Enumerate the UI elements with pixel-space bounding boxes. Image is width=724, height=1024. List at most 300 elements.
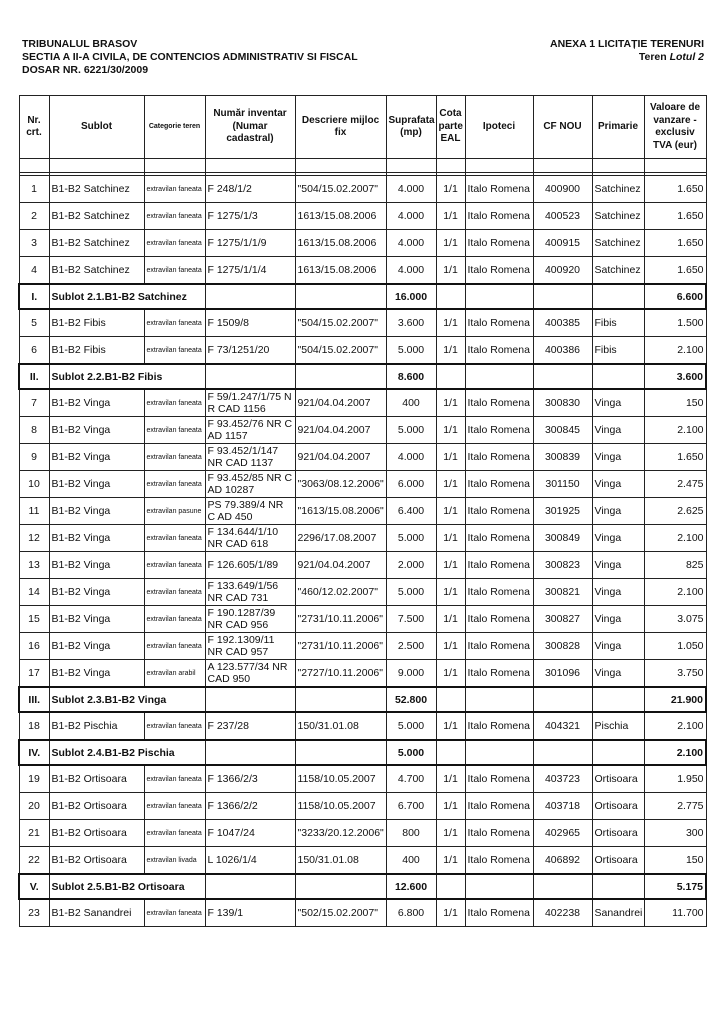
inventory-cell: F 1275/1/1/9 xyxy=(205,230,295,257)
table-row xyxy=(19,176,706,203)
subtotal-number: III. xyxy=(19,687,49,712)
subtotal-empty xyxy=(205,284,295,309)
share-cell: 1/1 xyxy=(436,660,465,688)
mortgage-cell: Italo Romena xyxy=(465,337,533,365)
value-cell: 1.650 xyxy=(644,176,706,203)
table-row xyxy=(19,498,706,525)
subtotal-empty xyxy=(295,284,386,309)
row-number: 9 xyxy=(19,444,49,471)
inventory-cell: F 93.452/76 NR C AD 1157 xyxy=(205,417,295,444)
description-cell: 1613/15.08.2006 xyxy=(295,203,386,230)
row-number: 1 xyxy=(19,176,49,203)
table-row xyxy=(19,793,706,820)
area-cell: 6.000 xyxy=(386,471,436,498)
table-row xyxy=(19,230,706,257)
area-cell: 5.000 xyxy=(386,712,436,740)
subtotal-value: 5.175 xyxy=(644,874,706,899)
mortgage-cell: Italo Romena xyxy=(465,847,533,875)
sublot-cell: B1-B2 Vinga xyxy=(49,552,144,579)
subtotal-number: II. xyxy=(19,364,49,389)
lot-prefix: Teren xyxy=(638,51,670,63)
subtotal-number: I. xyxy=(19,284,49,309)
category-cell: extravilan pasune xyxy=(144,498,205,525)
cf-cell: 406892 xyxy=(533,847,592,875)
area-cell: 5.000 xyxy=(386,525,436,552)
col-header-cf: CF NOU xyxy=(533,96,592,159)
town-hall-cell: Ortisoara xyxy=(592,847,644,875)
subtotal-row xyxy=(19,284,706,309)
category-cell: extravilan faneata xyxy=(144,793,205,820)
sublot-cell: B1-B2 Satchinez xyxy=(49,176,144,203)
mortgage-cell: Italo Romena xyxy=(465,471,533,498)
area-cell: 6.800 xyxy=(386,899,436,927)
subtotal-row xyxy=(19,687,706,712)
row-number: 23 xyxy=(19,899,49,927)
town-hall-cell: Vinga xyxy=(592,606,644,633)
share-cell: 1/1 xyxy=(436,230,465,257)
subtotal-area: 12.600 xyxy=(386,874,436,899)
inventory-cell: F 1275/1/1/4 xyxy=(205,257,295,285)
col-header-area: Suprafata (mp) xyxy=(386,96,436,159)
subtotal-empty xyxy=(533,364,592,389)
description-cell: "2731/10.11.2006" xyxy=(295,633,386,660)
lot-label xyxy=(550,51,704,64)
inventory-cell: F 59/1.247/1/75 N R CAD 1156 xyxy=(205,389,295,417)
share-cell: 1/1 xyxy=(436,899,465,927)
table-row xyxy=(19,660,706,688)
share-cell: 1/1 xyxy=(436,389,465,417)
mortgage-cell: Italo Romena xyxy=(465,230,533,257)
sublot-cell: B1-B2 Satchinez xyxy=(49,203,144,230)
subtotal-empty xyxy=(436,364,465,389)
description-cell: "504/15.02.2007" xyxy=(295,309,386,337)
inventory-cell: F 139/1 xyxy=(205,899,295,927)
category-cell: extravilan faneata xyxy=(144,337,205,365)
inventory-cell: F 1366/2/3 xyxy=(205,765,295,793)
town-hall-cell: Vinga xyxy=(592,444,644,471)
inventory-cell: F 1366/2/2 xyxy=(205,793,295,820)
table-row xyxy=(19,309,706,337)
sublot-cell: B1-B2 Vinga xyxy=(49,471,144,498)
mortgage-cell: Italo Romena xyxy=(465,579,533,606)
area-cell: 4.000 xyxy=(386,176,436,203)
row-number: 13 xyxy=(19,552,49,579)
cf-cell: 400900 xyxy=(533,176,592,203)
inventory-cell: F 1509/8 xyxy=(205,309,295,337)
sublot-cell: B1-B2 Ortisoara xyxy=(49,765,144,793)
description-cell: 921/04.04.2007 xyxy=(295,417,386,444)
subtotal-value: 6.600 xyxy=(644,284,706,309)
subtotal-empty xyxy=(295,874,386,899)
subtotal-row xyxy=(19,740,706,765)
area-cell: 2.500 xyxy=(386,633,436,660)
area-cell: 4.000 xyxy=(386,230,436,257)
description-cell: 1158/10.05.2007 xyxy=(295,793,386,820)
court-name: TRIBUNALUL BRASOV xyxy=(22,38,138,50)
subtotal-empty xyxy=(465,284,533,309)
area-cell: 400 xyxy=(386,389,436,417)
row-number: 12 xyxy=(19,525,49,552)
subtotal-empty xyxy=(436,874,465,899)
value-cell: 2.100 xyxy=(644,712,706,740)
subtotal-label: Sublot 2.3.B1-B2 Vinga xyxy=(49,687,205,712)
row-number: 6 xyxy=(19,337,49,365)
area-cell: 5.000 xyxy=(386,579,436,606)
subtotal-area: 52.800 xyxy=(386,687,436,712)
sublot-cell: B1-B2 Vinga xyxy=(49,633,144,660)
description-cell: 1613/15.08.2006 xyxy=(295,230,386,257)
mortgage-cell: Italo Romena xyxy=(465,552,533,579)
value-cell: 1.500 xyxy=(644,309,706,337)
share-cell: 1/1 xyxy=(436,847,465,875)
town-hall-cell: Vinga xyxy=(592,579,644,606)
cf-cell: 403718 xyxy=(533,793,592,820)
row-number: 22 xyxy=(19,847,49,875)
subtotal-area: 16.000 xyxy=(386,284,436,309)
document-header-right xyxy=(550,38,704,64)
mortgage-cell: Italo Romena xyxy=(465,176,533,203)
cf-cell: 400915 xyxy=(533,230,592,257)
category-cell: extravilan faneata xyxy=(144,579,205,606)
category-cell: extravilan livada xyxy=(144,847,205,875)
town-hall-cell: Ortisoara xyxy=(592,820,644,847)
sublot-cell: B1-B2 Fibis xyxy=(49,309,144,337)
category-cell: extravilan faneata xyxy=(144,389,205,417)
share-cell: 1/1 xyxy=(436,203,465,230)
cf-cell: 400523 xyxy=(533,203,592,230)
sublot-cell: B1-B2 Vinga xyxy=(49,498,144,525)
table-row xyxy=(19,633,706,660)
subtotal-value: 2.100 xyxy=(644,740,706,765)
value-cell: 11.700 xyxy=(644,899,706,927)
description-cell: 1158/10.05.2007 xyxy=(295,765,386,793)
subtotal-empty xyxy=(295,364,386,389)
subtotal-empty xyxy=(465,740,533,765)
value-cell: 3.750 xyxy=(644,660,706,688)
description-cell: 150/31.01.08 xyxy=(295,847,386,875)
table-row xyxy=(19,257,706,285)
row-number: 14 xyxy=(19,579,49,606)
col-header-sublot: Sublot xyxy=(49,96,144,159)
mortgage-cell: Italo Romena xyxy=(465,203,533,230)
category-cell: extravilan faneata xyxy=(144,712,205,740)
share-cell: 1/1 xyxy=(436,257,465,285)
inventory-cell: F 192.1309/11 NR CAD 957 xyxy=(205,633,295,660)
description-cell: 2296/17.08.2007 xyxy=(295,525,386,552)
share-cell: 1/1 xyxy=(436,471,465,498)
subtotal-empty xyxy=(465,364,533,389)
mortgage-cell: Italo Romena xyxy=(465,525,533,552)
town-hall-cell: Satchinez xyxy=(592,257,644,285)
town-hall-cell: Sanandrei xyxy=(592,899,644,927)
mortgage-cell: Italo Romena xyxy=(465,309,533,337)
sublot-cell: B1-B2 Satchinez xyxy=(49,230,144,257)
town-hall-cell: Vinga xyxy=(592,633,644,660)
value-cell: 1.650 xyxy=(644,257,706,285)
subtotal-label: Sublot 2.2.B1-B2 Fibis xyxy=(49,364,205,389)
row-number: 15 xyxy=(19,606,49,633)
lot-name: Lotul 2 xyxy=(669,51,704,63)
town-hall-cell: Vinga xyxy=(592,525,644,552)
mortgage-cell: Italo Romena xyxy=(465,712,533,740)
inventory-cell: A 123.577/34 NR CAD 950 xyxy=(205,660,295,688)
mortgage-cell: Italo Romena xyxy=(465,660,533,688)
subtotal-number: IV. xyxy=(19,740,49,765)
town-hall-cell: Fibis xyxy=(592,337,644,365)
description-cell: "3063/08.12.2006" xyxy=(295,471,386,498)
row-number: 10 xyxy=(19,471,49,498)
share-cell: 1/1 xyxy=(436,337,465,365)
subtotal-row xyxy=(19,874,706,899)
row-number: 18 xyxy=(19,712,49,740)
area-cell: 4.000 xyxy=(386,444,436,471)
sublot-cell: B1-B2 Vinga xyxy=(49,606,144,633)
inventory-cell: F 248/1/2 xyxy=(205,176,295,203)
area-cell: 3.600 xyxy=(386,309,436,337)
inventory-cell: F 1275/1/3 xyxy=(205,203,295,230)
town-hall-cell: Pischia xyxy=(592,712,644,740)
table-header-row xyxy=(19,96,706,159)
table-row xyxy=(19,203,706,230)
cf-cell: 300845 xyxy=(533,417,592,444)
town-hall-cell: Satchinez xyxy=(592,230,644,257)
table-row xyxy=(19,899,706,927)
share-cell: 1/1 xyxy=(436,176,465,203)
col-header-mortgages: Ipoteci xyxy=(465,96,533,159)
table-row xyxy=(19,606,706,633)
subtotal-empty xyxy=(205,874,295,899)
cf-cell: 403723 xyxy=(533,765,592,793)
cf-cell: 300821 xyxy=(533,579,592,606)
area-cell: 6.400 xyxy=(386,498,436,525)
description-cell: "1613/15.08.2006" xyxy=(295,498,386,525)
description-cell: 921/04.04.2007 xyxy=(295,552,386,579)
row-number: 20 xyxy=(19,793,49,820)
cf-cell: 300823 xyxy=(533,552,592,579)
mortgage-cell: Italo Romena xyxy=(465,633,533,660)
empty-row xyxy=(19,159,706,173)
table-row xyxy=(19,552,706,579)
table-row xyxy=(19,417,706,444)
subtotal-label: Sublot 2.4.B1-B2 Pischia xyxy=(49,740,205,765)
table-row xyxy=(19,471,706,498)
mortgage-cell: Italo Romena xyxy=(465,257,533,285)
col-header-share: Cota parte EAL xyxy=(436,96,465,159)
table-row xyxy=(19,337,706,365)
subtotal-empty xyxy=(436,687,465,712)
value-cell: 1.050 xyxy=(644,633,706,660)
value-cell: 150 xyxy=(644,389,706,417)
category-cell: extravilan faneata xyxy=(144,899,205,927)
subtotal-empty xyxy=(205,687,295,712)
row-number: 17 xyxy=(19,660,49,688)
subtotal-label: Sublot 2.5.B1-B2 Ortisoara xyxy=(49,874,205,899)
town-hall-cell: Vinga xyxy=(592,660,644,688)
cf-cell: 400385 xyxy=(533,309,592,337)
town-hall-cell: Vinga xyxy=(592,417,644,444)
inventory-cell: F 93.452/1/147 NR CAD 1137 xyxy=(205,444,295,471)
subtotal-label: Sublot 2.1.B1-B2 Satchinez xyxy=(49,284,205,309)
inventory-cell: F 133.649/1/56 NR CAD 731 xyxy=(205,579,295,606)
mortgage-cell: Italo Romena xyxy=(465,606,533,633)
value-cell: 2.100 xyxy=(644,417,706,444)
sublot-cell: B1-B2 Sanandrei xyxy=(49,899,144,927)
row-number: 11 xyxy=(19,498,49,525)
row-number: 7 xyxy=(19,389,49,417)
row-number: 3 xyxy=(19,230,49,257)
table-row xyxy=(19,765,706,793)
value-cell: 1.650 xyxy=(644,230,706,257)
col-header-value: Valoare de vanzare - exclusiv TVA (eur) xyxy=(644,96,706,159)
row-number: 5 xyxy=(19,309,49,337)
mortgage-cell: Italo Romena xyxy=(465,820,533,847)
category-cell: extravilan faneata xyxy=(144,203,205,230)
value-cell: 2.100 xyxy=(644,337,706,365)
table-row xyxy=(19,444,706,471)
description-cell: "3233/20.12.2006" xyxy=(295,820,386,847)
category-cell: extravilan faneata xyxy=(144,633,205,660)
category-cell: extravilan faneata xyxy=(144,257,205,285)
inventory-cell: F 73/1251/20 xyxy=(205,337,295,365)
town-hall-cell: Satchinez xyxy=(592,203,644,230)
description-cell: "2727/10.11.2006" xyxy=(295,660,386,688)
inventory-cell: L 1026/1/4 xyxy=(205,847,295,875)
share-cell: 1/1 xyxy=(436,417,465,444)
sublot-cell: B1-B2 Ortisoara xyxy=(49,793,144,820)
subtotal-area: 5.000 xyxy=(386,740,436,765)
category-cell: extravilan faneata xyxy=(144,309,205,337)
subtotal-empty xyxy=(592,687,644,712)
category-cell: extravilan faneata xyxy=(144,820,205,847)
subtotal-empty xyxy=(533,874,592,899)
table-row xyxy=(19,820,706,847)
town-hall-cell: Vinga xyxy=(592,471,644,498)
cf-cell: 301150 xyxy=(533,471,592,498)
subtotal-empty xyxy=(533,740,592,765)
description-cell: 1613/15.08.2006 xyxy=(295,257,386,285)
col-header-description: Descriere mijloc fix xyxy=(295,96,386,159)
subtotal-empty xyxy=(205,740,295,765)
file-number: DOSAR NR. 6221/30/2009 xyxy=(22,64,149,76)
cf-cell: 400386 xyxy=(533,337,592,365)
value-cell: 300 xyxy=(644,820,706,847)
subtotal-number: V. xyxy=(19,874,49,899)
area-cell: 5.000 xyxy=(386,337,436,365)
row-number: 8 xyxy=(19,417,49,444)
sublot-cell: B1-B2 Vinga xyxy=(49,444,144,471)
value-cell: 825 xyxy=(644,552,706,579)
subtotal-value: 3.600 xyxy=(644,364,706,389)
share-cell: 1/1 xyxy=(436,498,465,525)
value-cell: 150 xyxy=(644,847,706,875)
value-cell: 1.650 xyxy=(644,444,706,471)
description-cell: "502/15.02.2007" xyxy=(295,899,386,927)
sublot-cell: B1-B2 Vinga xyxy=(49,389,144,417)
sublot-cell: B1-B2 Vinga xyxy=(49,417,144,444)
inventory-cell: F 134.644/1/10 NR CAD 618 xyxy=(205,525,295,552)
category-cell: extravilan arabil xyxy=(144,660,205,688)
category-cell: extravilan faneata xyxy=(144,552,205,579)
col-header-category: Categorie teren xyxy=(144,96,205,159)
area-cell: 5.000 xyxy=(386,417,436,444)
subtotal-empty xyxy=(465,687,533,712)
share-cell: 1/1 xyxy=(436,579,465,606)
cf-cell: 404321 xyxy=(533,712,592,740)
area-cell: 9.000 xyxy=(386,660,436,688)
table-row xyxy=(19,712,706,740)
cf-cell: 301925 xyxy=(533,498,592,525)
inventory-cell: F 93.452/85 NR C AD 10287 xyxy=(205,471,295,498)
category-cell: extravilan faneata xyxy=(144,525,205,552)
value-cell: 1.650 xyxy=(644,203,706,230)
subtotal-empty xyxy=(592,364,644,389)
cf-cell: 300839 xyxy=(533,444,592,471)
row-number: 21 xyxy=(19,820,49,847)
mortgage-cell: Italo Romena xyxy=(465,389,533,417)
town-hall-cell: Vinga xyxy=(592,498,644,525)
town-hall-cell: Satchinez xyxy=(592,176,644,203)
annex-title: ANEXA 1 LICITAȚIE TERENURI xyxy=(549,38,704,50)
value-cell: 2.100 xyxy=(644,579,706,606)
category-cell: extravilan faneata xyxy=(144,606,205,633)
share-cell: 1/1 xyxy=(436,309,465,337)
court-section: SECTIA A II-A CIVILA, DE CONTENCIOS ADMINISTRATIV SI FISCAL xyxy=(22,51,358,63)
description-cell: "504/15.02.2007" xyxy=(295,337,386,365)
share-cell: 1/1 xyxy=(436,525,465,552)
col-header-nr: Nr. crt. xyxy=(19,96,49,159)
share-cell: 1/1 xyxy=(436,765,465,793)
area-cell: 4.000 xyxy=(386,203,436,230)
row-number: 16 xyxy=(19,633,49,660)
area-cell: 4.700 xyxy=(386,765,436,793)
subtotal-empty xyxy=(592,874,644,899)
cf-cell: 402965 xyxy=(533,820,592,847)
town-hall-cell: Ortisoara xyxy=(592,793,644,820)
row-number: 4 xyxy=(19,257,49,285)
town-hall-cell: Ortisoara xyxy=(592,765,644,793)
subtotal-empty xyxy=(295,740,386,765)
value-cell: 2.775 xyxy=(644,793,706,820)
description-cell: 921/04.04.2007 xyxy=(295,389,386,417)
category-cell: extravilan faneata xyxy=(144,176,205,203)
table-row xyxy=(19,389,706,417)
area-cell: 2.000 xyxy=(386,552,436,579)
value-cell: 2.100 xyxy=(644,525,706,552)
cf-cell: 300849 xyxy=(533,525,592,552)
subtotal-empty xyxy=(295,687,386,712)
description-cell: 921/04.04.2007 xyxy=(295,444,386,471)
cf-cell: 301096 xyxy=(533,660,592,688)
cf-cell: 402238 xyxy=(533,899,592,927)
description-cell: 150/31.01.08 xyxy=(295,712,386,740)
col-header-inventory: Număr inventar (Numar cadastral) xyxy=(205,96,295,159)
share-cell: 1/1 xyxy=(436,712,465,740)
area-cell: 400 xyxy=(386,847,436,875)
description-cell: "460/12.02.2007" xyxy=(295,579,386,606)
row-number: 19 xyxy=(19,765,49,793)
document-header-left xyxy=(22,38,358,77)
subtotal-empty xyxy=(533,687,592,712)
col-header-town-hall: Primarie xyxy=(592,96,644,159)
sublot-cell: B1-B2 Vinga xyxy=(49,579,144,606)
table-body xyxy=(19,159,706,927)
description-cell: "2731/10.11.2006" xyxy=(295,606,386,633)
subtotal-empty xyxy=(592,284,644,309)
area-cell: 6.700 xyxy=(386,793,436,820)
cf-cell: 400920 xyxy=(533,257,592,285)
subtotal-empty xyxy=(436,740,465,765)
inventory-cell: F 126.605/1/89 xyxy=(205,552,295,579)
